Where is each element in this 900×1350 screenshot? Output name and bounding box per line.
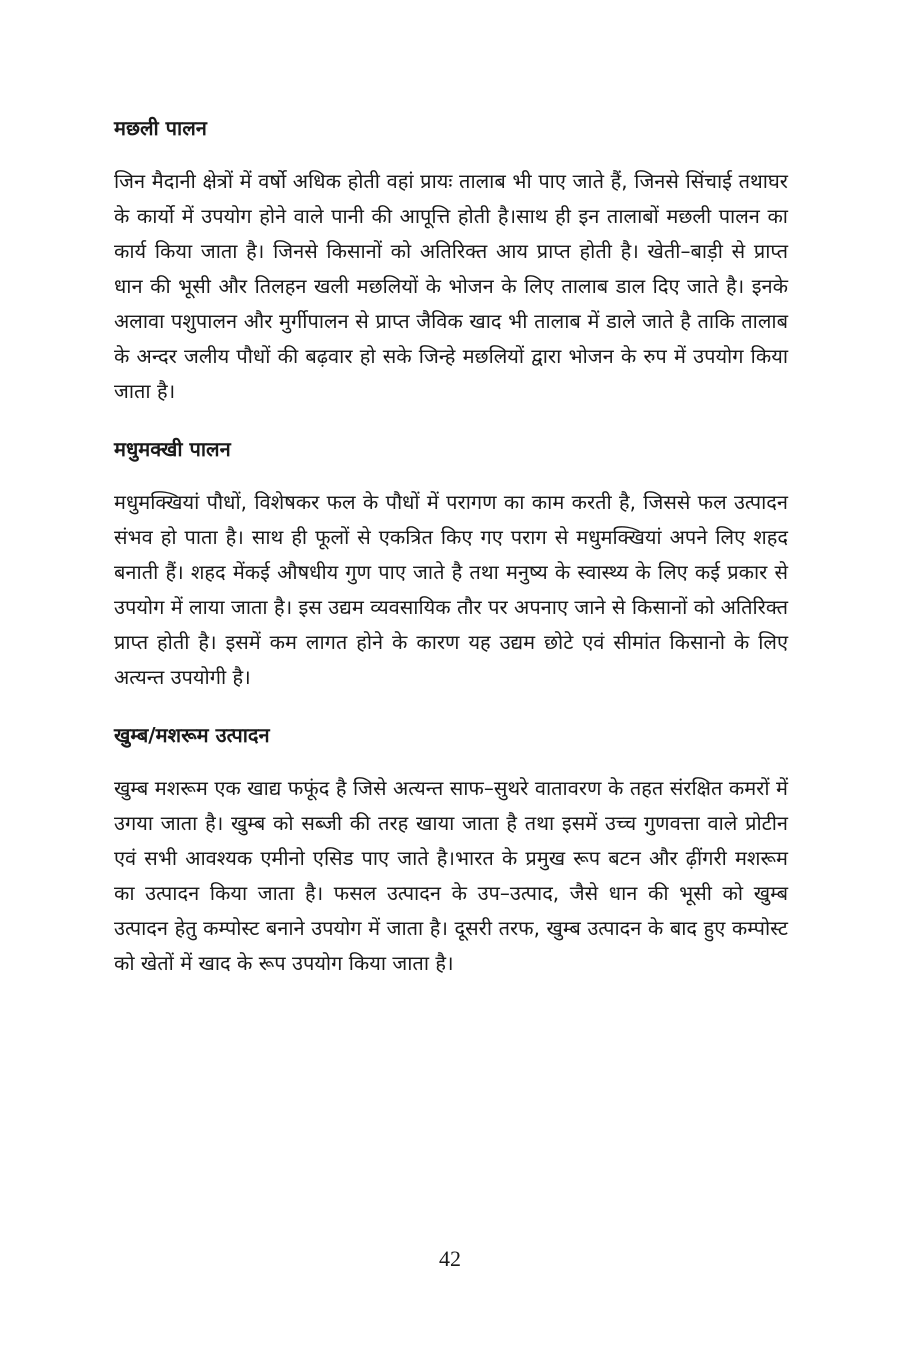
- section-heading: खुम्ब/मशरूम उत्पादन: [114, 723, 270, 747]
- section-paragraph: मधुमक्खियां पौधों, विशेषकर फल के पौधों में परागण का काम करती है, जिससे फल उत्पादन संभव हो पाता है। साथ ही फूलों से एकत्रित किए गए पराग से मधुमक्खियां अपने लिए शहद बनाती हैं। शहद मेंकई औषधीय गुण पाए जाते है तथा मनुष्य के स्वास्थ्य के लिए कई प्रकार से उपयोग में लाया जाता है। इस उद्यम व्यवसायिक तौर पर अपनाए जाने से किसानों को अतिरिक्त प्राप्त होती है। इसमें कम लागत होने के कारण यह उद्यम छोटे एवं सीमांत किसानो के लिए अत्यन्त उपयोगी है।: [114, 490, 788, 689]
- page-number: 42: [439, 1246, 461, 1271]
- section-paragraph: खुम्ब मशरूम एक खाद्य फफूंद है जिसे अत्यन्त साफ–सुथरे वातावरण के तहत संरक्षित कमरों में उगया जाता है। खुम्ब को सब्जी की तरह खाया जाता है तथा इसमें उच्च गुणवत्ता वाले प्रोटीन एवं सभी आवश्यक एमीनो एसिड पाए जाते है।भारत के प्रमुख रूप बटन और ढ़ींगरी मशरूम का उत्पादन किया जाता है। फसल उत्पादन के उप–उत्पाद, जैसे धान की भूसी को खुम्ब उत्पादन हेतु कम्पोस्ट बनाने उपयोग में जाता है। दूसरी तरफ, खुम्ब उत्पादन के बाद हुए कम्पोस्ट को खेतों में खाद के रूप उपयोग किया जाता है।: [114, 776, 788, 975]
- section-paragraph: जिन मैदानी क्षेत्रों में वर्षो अधिक होती वहां प्रायः तालाब भी पाए जाते हैं, जिनसे सिंचाई तथाघर के कार्यो में उपयोग होने वाले पानी की आपूत्ति होती है।साथ ही इन तालाबों मछली पालन का कार्य किया जाता है। जिनसे किसानों को अतिरिक्त आय प्राप्त होती है। खेती–बाड़ी से प्राप्त धान की भूसी और तिलहन खली मछलियों के भोजन के लिए तालाब डाल दिए जाते है। इनके अलावा पशुपालन और मुर्गीपालन से प्राप्त जैविक खाद भी तालाब में डाले जाते है ताकि तालाब के अन्दर जलीय पौधों की बढ़वार हो सके जिन्हे मछलियों द्वारा भोजन के रुप में उपयोग किया जाता है।: [114, 169, 788, 403]
- section-mushroom-production: [114, 717, 788, 981]
- section-beekeeping: [114, 431, 788, 695]
- section-fish-farming: [114, 110, 788, 409]
- page-content: [114, 110, 788, 1003]
- section-heading: मछली पालन: [114, 116, 207, 140]
- section-heading: मधुमक्खी पालन: [114, 437, 231, 461]
